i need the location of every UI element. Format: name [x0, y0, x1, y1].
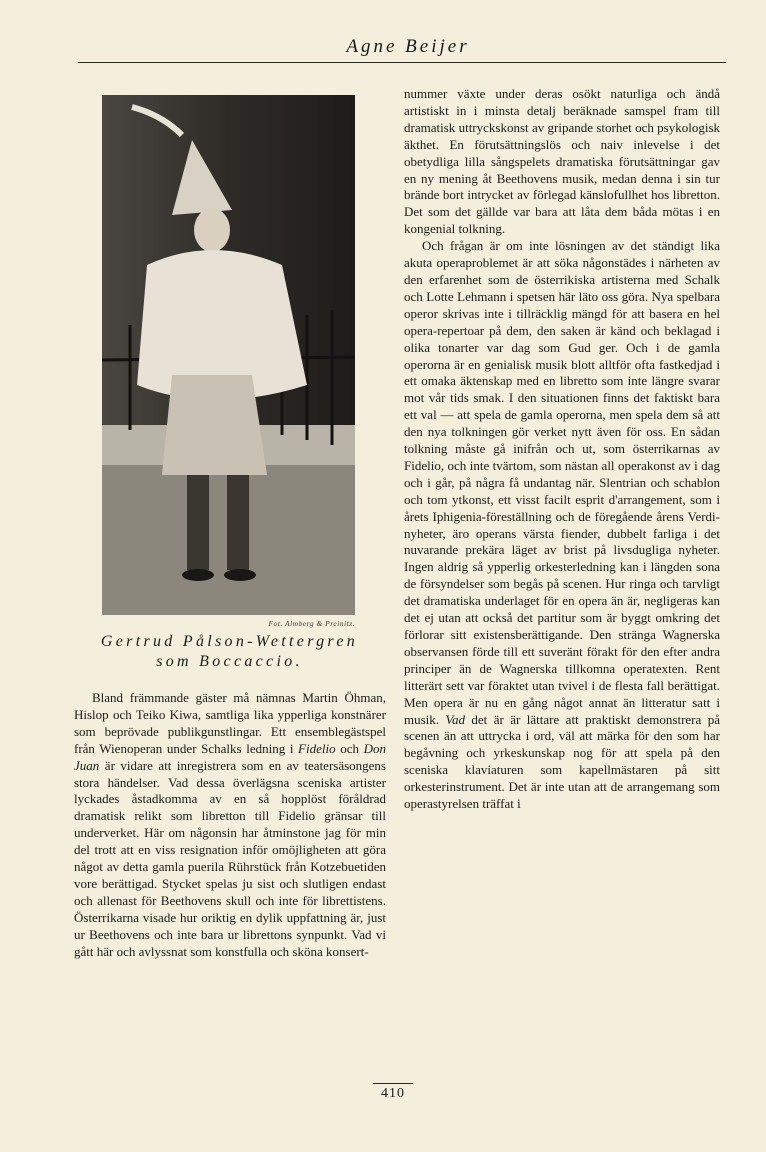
text-run: är vidare att inregistrera som en av teatersäsongens stora händelser. Vad dessa överlägsna sceniska artister lyckades åstadkomma av en så hopplöst föråldrad dramatisk relikt som libretton till Fidelio gränsar till underverket. Här om någonsin har åtminstone jag för min del trott att en viss resignation inför omöjligheten att göra något av detta gamla puerila Rührstück från Kotzebuetiden vore berättigad. Stycket spelas ju sist och slutligen endast och allenast för Beethovens skull och inte för librettistens. Österrikarna visade hur oriktig en dylik uppfattning är, just ur Beethovens och inte bara ur librettons synpunkt. Vad vi gått här och avlyssnat som konstfulla och sköna konsert-: [74, 757, 386, 959]
text-run: Och frågan är om inte lösningen av det ständigt lika akuta operaproblemet är att söka någonstädes i närheten av den erfarenhet som de österrikiska artisterna med Schalk och Lotte Lehmann i spetsen här läto oss göra. Nya spelbara operor skrivas inte i tillräcklig mängd för att basera en hel opera-repertoar på dem, den saken är känd och beklagad i olika tonarter var dag som Gud ger. Och i de gamla operorna är en genialisk musik blott alltför ofta fastkedjad i ett omaka äktenskap med en libretto som inte längre svarar mot vår tids smak. I den situationen finns det faktiskt bara ett val — att spela de gamla operorna, men spela dem så att den nya tolkningen gör verket nytt även för oss. En sådan tolkning måste gå inifrån och ut, som österrikarnas av Fidelio, och inte tvärtom, som nästan all operakonst av i dag och i går, på några få undantag när. Slentrian och schablon och tom ytkonst, ett visst facilt esprit d'arrangement, som i årets Iphigenia-föreställning och de föregående årens Verdi-nyheter, äro operans värsta fiender, dubbelt farliga i det nuvarande prekära läget av brist på livsdugliga nyheter. Ingen aldrig så ypperlig orkesterledning kan i längden sona de försyndelser som begås på scenen. Hur ringa och tarvligt det dramatiska underlaget för en opera än är, negligeras kan det ej utan att också det partitur som är byggt omkring det förlorar sitt existensberättigande. Den stränga Wagnerska observansen förde till ett suveränt förakt för den efter andra principer än de Wagnerska tillkomna operatexten. Rent litterärt sett var föraktet utan tvivel i de flesta fall berättigat. Men opera är nu en gång något annat än litteratur satt i musik.: [404, 238, 720, 727]
right-column: [404, 86, 720, 813]
portrait-photo: [102, 95, 355, 615]
text-run: Bland främmande gäster må nämnas Martin Öhman, Hislop och Teiko Kiwa, samtliga lika ypperliga konstnärer som beprövade publikgunstlingar. Ett ensemblegästspel från Wienoperan under Schalks ledning i: [74, 690, 386, 756]
caption-line-1: Gertrud Pålson-Wettergren: [100, 633, 359, 650]
page-footer: [0, 1083, 766, 1102]
right-paragraph: [404, 238, 720, 813]
figure-caption: [72, 632, 387, 672]
running-title: Agne Beijer: [346, 36, 470, 57]
caption-line-2: som Boccaccio.: [156, 653, 303, 670]
left-column: [74, 690, 386, 961]
header-rule: [78, 62, 726, 63]
text-run: och: [335, 740, 364, 756]
photo-credit: Fot. Almberg & Preinitz.: [268, 619, 355, 628]
italic-title-don-juan: Don Juan: [74, 740, 386, 773]
left-paragraph: [74, 690, 386, 961]
costume-figure-illustration: [102, 95, 355, 615]
italic-word: Vad: [445, 711, 465, 727]
italic-title-fidelio: Fidelio: [298, 740, 336, 756]
running-head: [0, 36, 766, 58]
right-paragraph-continued: nummer växte under deras osökt naturliga och ändå artistiskt in i minsta detalj beräknade samspel fram till dramatisk uttryckskonst av gripande storhet och psykologisk äkthet. En förutsättningslös och naiv inlevelse i det obetydliga lilla sångspelets dramatiska förutsättningar gav en ny mening åt Beethovens musik, medan denna i sin tur brände bort intrycket av förlegad känslofullhet hos libretton. Det som det gällde var bara att låta dem båda mötas i en kongenial tolkning.: [404, 86, 720, 237]
text-run: det är är lättare att praktiskt demonstrera på scenen än att uttrycka i ord, väl att märka för den som har begåvning och yrkeskunskap nog för att spela på den sceniska klaviaturen som kapellmästaren på sitt orkesterinstrument. Det är inte utan att de arrangemang som operastyrelsen träffat i: [404, 711, 720, 812]
page-number: 410: [373, 1083, 413, 1102]
